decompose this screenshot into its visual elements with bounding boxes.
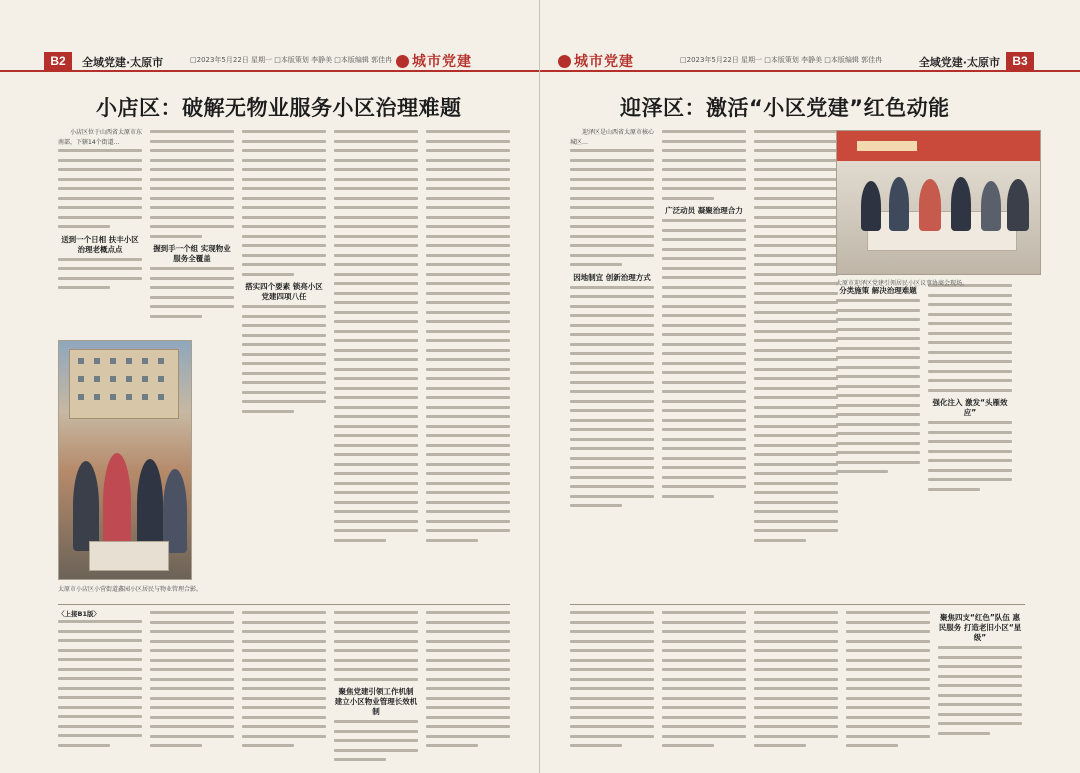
right-column-1 xyxy=(570,128,654,598)
left-lower-column-4 xyxy=(334,609,418,761)
right-lower-column-4 xyxy=(846,609,930,761)
right-lower-column-3 xyxy=(754,609,838,761)
left-intro-text: 小店区位于山西省太原市东南部，下辖14个街道… xyxy=(58,129,142,146)
right-masthead xyxy=(540,50,1080,72)
left-lower-column-2 xyxy=(150,609,234,761)
right-section-name: 全域党建·太原市 xyxy=(918,56,1000,69)
party-emblem-icon xyxy=(396,55,409,68)
left-issue-meta: □2023年5月22日 星期一 □本版策划 李静美 □本版编辑 郭佳冉 xyxy=(190,56,393,64)
left-lower-strip xyxy=(58,604,510,764)
right-lower-column-1 xyxy=(570,609,654,761)
left-column-5 xyxy=(426,128,510,598)
left-photo-caption: 太原市小店区小营街道鑫园小区居民与物业管理合影。 xyxy=(58,586,203,593)
left-lower-subhead: 聚焦党建引领工作机制 建立小区物业管理长效机制 xyxy=(334,687,418,716)
left-brand-text: 城市党建 xyxy=(412,54,472,70)
left-lower-column-3 xyxy=(242,609,326,761)
left-headline: 小店区：破解无物业服务小区治理难题 xyxy=(96,96,462,120)
right-headline: 迎泽区：激活“小区党建”红色动能 xyxy=(620,96,950,120)
right-subhead-3: 因地制宜 创新治理方式 xyxy=(573,272,651,282)
right-page-number: B3 xyxy=(1006,52,1034,70)
right-subhead-4: 强化注入 激发“头雁效应” xyxy=(932,398,1008,417)
left-subhead-1: 送到一个日相 扶丰小区治理老概点点 xyxy=(61,234,139,254)
right-lower-strip xyxy=(570,604,1025,764)
right-lower-column-2 xyxy=(662,609,746,761)
right-page xyxy=(540,0,1080,773)
party-emblem-icon xyxy=(558,55,571,68)
left-masthead xyxy=(0,50,540,72)
right-lower-column-5 xyxy=(938,609,1022,761)
right-intro-text: 迎泽区是山西省太原市核心城区… xyxy=(570,129,654,146)
right-subhead-2: 分类施策 解决治理难题 xyxy=(839,286,917,295)
right-issue-meta: □2023年5月22日 星期一 □本版策划 李静美 □本版编辑 郭佳冉 xyxy=(680,56,883,64)
right-column-2 xyxy=(662,128,746,598)
left-column-4 xyxy=(334,128,418,598)
left-lower-column-5 xyxy=(426,609,510,761)
left-continued-label: 〈上接B1版〉 xyxy=(58,610,100,618)
right-column-3 xyxy=(754,128,838,598)
right-article-photo xyxy=(836,130,1041,275)
left-page-number: B2 xyxy=(44,52,72,70)
left-column-3 xyxy=(242,128,326,598)
right-brand-text: 城市党建 xyxy=(574,54,634,70)
right-subhead-5: 聚焦四支“红色”队伍 惠民服务 打造老旧小区“星级” xyxy=(938,613,1022,642)
left-section-name: 全域党建·太原市 xyxy=(82,56,164,69)
left-subhead-3: 搭实四个要素 锁亮小区党建四项八任 xyxy=(245,282,323,301)
left-article-photo xyxy=(58,340,192,580)
left-subhead-2: 握到手一个组 实现物业服务全覆盖 xyxy=(153,244,231,263)
left-brand-logo xyxy=(396,51,472,71)
right-brand-logo xyxy=(558,51,634,71)
left-lower-column-1 xyxy=(58,609,142,761)
right-subhead-1: 广泛动员 凝聚治理合力 xyxy=(665,206,743,215)
right-photo-caption: 太原市迎泽区党建引领居民小区议事协商会现场。 xyxy=(836,280,969,287)
